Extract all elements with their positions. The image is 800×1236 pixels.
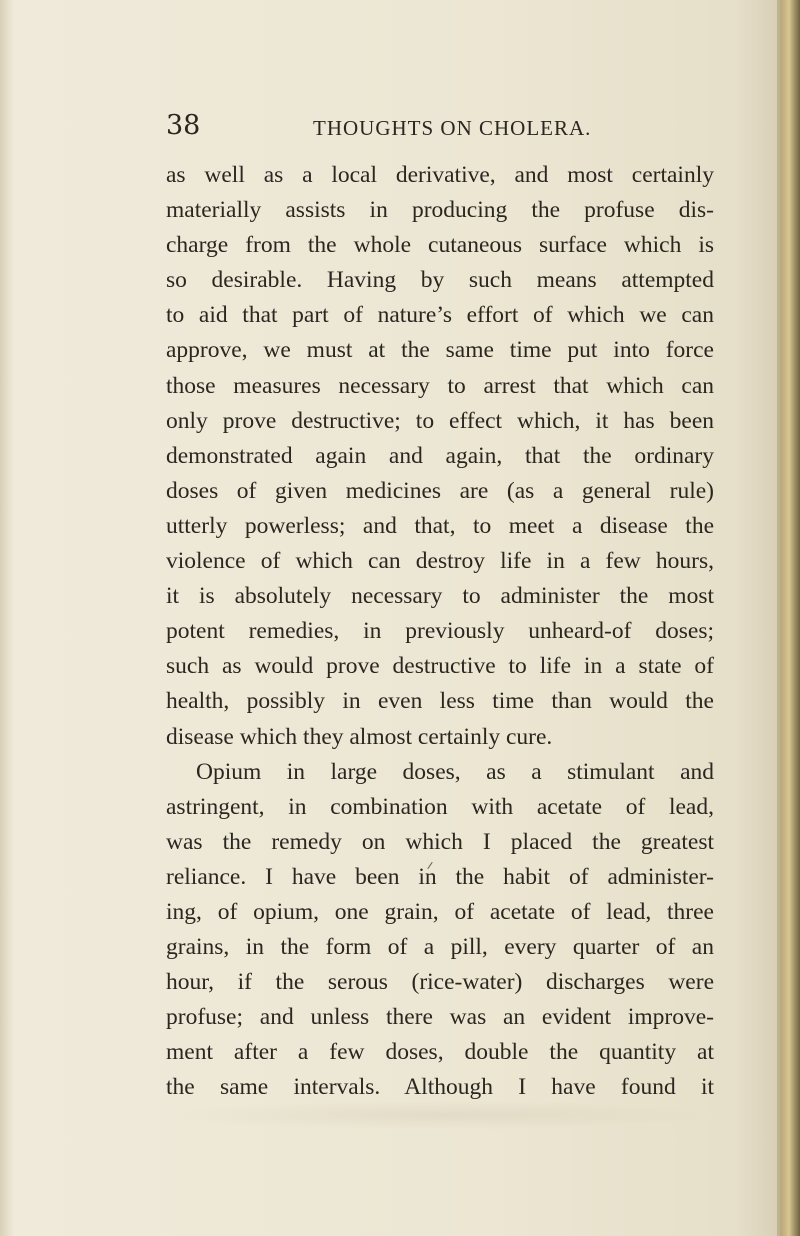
text-line: demonstrated again and again, that the ordinary bbox=[166, 442, 714, 469]
text-line: grains, in the form of a pill, every quarter of an bbox=[166, 934, 714, 961]
text-line: reliance. I have been in the habit of administer- bbox=[166, 863, 714, 890]
text-line: only prove destructive; to effect which, it has been bbox=[166, 407, 714, 434]
running-head bbox=[166, 110, 656, 150]
text-line: hour, if the serous (rice-water) discharges were bbox=[166, 969, 714, 996]
paragraph-start-line: Opium in large doses, as a stimulant and bbox=[196, 758, 714, 785]
text-line: materially assists in producing the profuse dis- bbox=[166, 197, 714, 224]
text-line: it is absolutely necessary to administer the most bbox=[166, 583, 714, 610]
text-line: astringent, in combination with acetate of lead, bbox=[166, 793, 714, 820]
text-line: to aid that part of nature’s effort of which we can bbox=[166, 302, 714, 329]
text-line: the same intervals. Although I have found it bbox=[166, 1074, 714, 1101]
text-line: ing, of opium, one grain, of acetate of lead, three bbox=[166, 898, 714, 925]
page-number: 38 bbox=[166, 110, 201, 141]
text-line: was the remedy on which I placed the greatest bbox=[166, 828, 714, 855]
text-line: utterly powerless; and that, to meet a disease the bbox=[166, 512, 714, 539]
text-line: such as would prove destructive to life in a state of bbox=[166, 653, 714, 680]
paragraph-end-line: disease which they almost certainly cure. bbox=[166, 723, 553, 750]
text-line: health, possibly in even less time than would the bbox=[166, 688, 714, 715]
text-line: violence of which can destroy life in a few hours, bbox=[166, 548, 714, 575]
text-line: ment after a few doses, double the quantity at bbox=[166, 1039, 714, 1066]
text-line: profuse; and unless there was an evident improve- bbox=[166, 1004, 714, 1031]
text-line: potent remedies, in previously unheard-of doses; bbox=[166, 618, 714, 645]
show-through-bleed bbox=[166, 1100, 716, 1130]
text-line: approve, we must at the same time put into force bbox=[166, 337, 714, 364]
page-left-shadow bbox=[0, 0, 14, 1236]
running-title: THOUGHTS ON CHOLERA. bbox=[313, 116, 592, 140]
text-line: so desirable. Having by such means attempted bbox=[166, 267, 714, 294]
text-line: charge from the whole cutaneous surface which is bbox=[166, 232, 714, 259]
body-text bbox=[166, 158, 714, 1106]
text-line: doses of given medicines are (as a general rule) bbox=[166, 477, 714, 504]
text-line: those measures necessary to arrest that which can bbox=[166, 372, 714, 399]
book-spine bbox=[780, 0, 800, 1236]
text-line: as well as a local derivative, and most certainly bbox=[166, 162, 714, 188]
